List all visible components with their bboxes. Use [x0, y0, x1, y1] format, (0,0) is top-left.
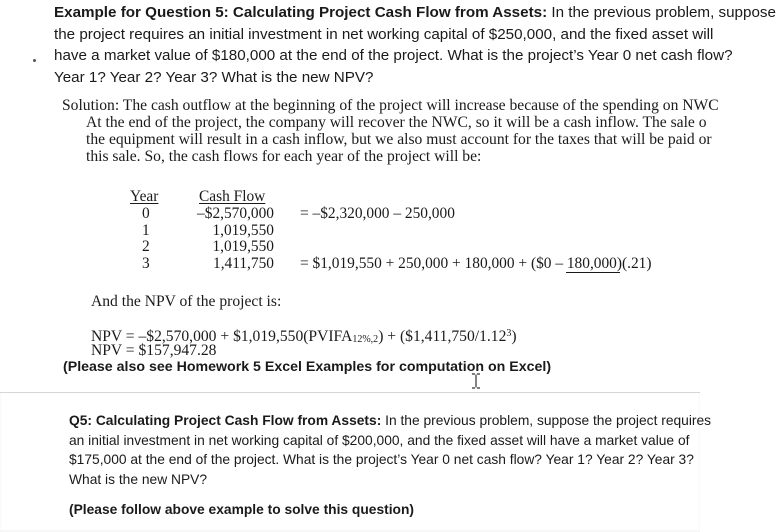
question-line-1 [69, 411, 711, 431]
example-line-4: Year 1? Year 2? Year 3? What is the new NPV? [54, 68, 374, 86]
example-text: In the previous problem, suppose [547, 4, 776, 21]
example-line-3: have a market value of $180,000 at the end of the project. What is the project’s Year 0 net cash flow? [54, 47, 733, 64]
bullet-dot [33, 59, 36, 62]
solution-line-2: At the end of the project, the company will recover the NWC, so it will be a cash inflow. The sale o [86, 114, 707, 131]
npv-formula-superscript: 3 [506, 328, 512, 339]
table-year-0: 0 [142, 205, 150, 222]
question-text: In the previous problem, suppose the project requires [381, 413, 712, 428]
example-label: Example for Question 5: Calculating Project Cash Flow from Assets: [54, 4, 548, 21]
table-year-2: 2 [142, 238, 150, 255]
npv-formula-part-b: ) + ($1,411,750/1.12 [378, 328, 507, 345]
table-header-year: Year [130, 188, 159, 205]
table-note-3: = $1,019,550 + 250,000 + 180,000 + ($0 – 180,000)(.21) [300, 254, 652, 272]
npv-formula-part-c: ) [511, 328, 517, 345]
table-cash-flow-1: 1,019,550 [212, 221, 274, 239]
table-cash-flow-3: 1,411,750 [213, 254, 274, 272]
npv-result: NPV = $157,947.28 [91, 342, 217, 359]
question-panel [0, 392, 712, 532]
solution-line-3: the equipment will result in a cash inflow, but we also must account for the taxes that will be paid or [86, 131, 712, 148]
table-note-0: = –$2,320,000 – 250,000 [300, 205, 455, 222]
npv-formula-subscript: 12%,2 [352, 334, 379, 345]
table-year-3: 3 [142, 254, 150, 272]
example-line-2: the project requires an initial investment in net working capital of $250,000, and the fixed asset will [54, 25, 714, 43]
solution-line-1: Solution: The cash outflow at the beginning of the project will increase because of the spending on NWC [62, 97, 719, 114]
example-line-1 [54, 2, 776, 24]
text-cursor-icon [471, 373, 481, 389]
question-note: (Please follow above example to solve this question) [69, 502, 415, 517]
table-header-cash-flow: Cash Flow [199, 188, 266, 205]
question-label: Q5: Calculating Project Cash Flow from Assets: [69, 413, 382, 428]
table-year-1: 1 [142, 221, 150, 239]
npv-excel-note: (Please also see Homework 5 Excel Examples for computation on Excel) [63, 359, 552, 375]
note-underline [566, 272, 620, 273]
question-line-2: an initial investment in net working capital of $200,000, and the fixed asset will have a market value of [69, 432, 690, 448]
table-cash-flow-2: 1,019,550 [212, 238, 274, 255]
npv-intro: And the NPV of the project is: [91, 293, 282, 310]
solution-line-4: this sale. So, the cash flows for each year of the project will be: [86, 148, 482, 165]
question-line-4: What is the new NPV? [69, 471, 208, 487]
table-cash-flow-0: –$2,570,000 [197, 205, 274, 222]
question-line-3: $175,000 at the end of the project. What is the project’s Year 0 net cash flow? Year 1? Year 2? Year 3? [69, 452, 694, 467]
npv-formula-part-a: NPV = –$2,570,000 + $1,019,550(PVIFA [91, 328, 353, 345]
